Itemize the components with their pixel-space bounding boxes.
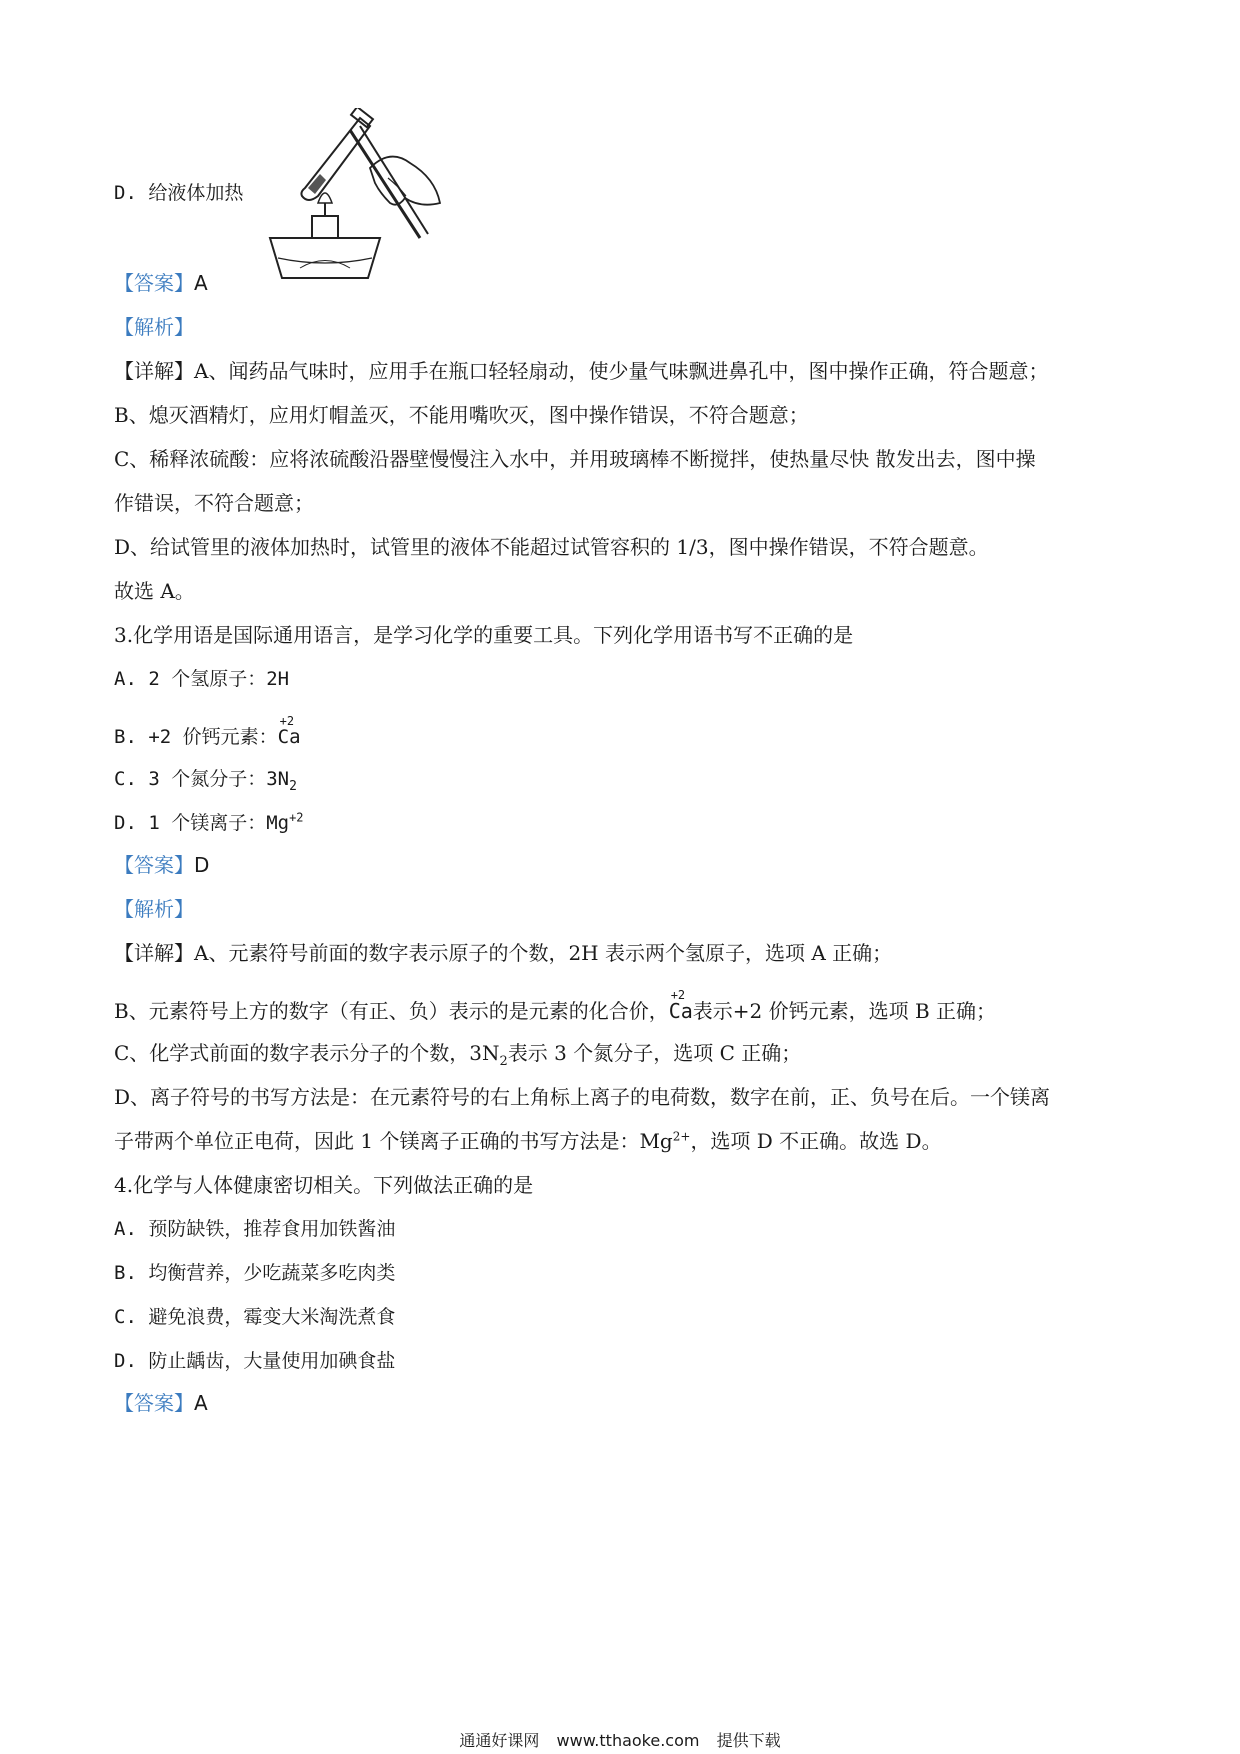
q4-option-b: B. 均衡营养，少吃蔬菜多吃肉类 xyxy=(114,1262,396,1284)
q4-option-c: C. 避免浪费，霉变大米淘洗煮食 xyxy=(114,1306,396,1328)
page-footer xyxy=(0,1728,1240,1751)
q3-detail-b: B、元素符号上方的数字（有正、负）表示的是元素的化合价， +2 Ca表示+2 价钙元素，选项 B 正确； xyxy=(114,988,997,1023)
q4-stem: 4.化学与人体健康密切相关。下列做法正确的是 xyxy=(114,1173,534,1197)
q2-detail-c2: 作错误，不符合题意； xyxy=(114,491,314,515)
q3-detail-c: C、化学式前面的数字表示分子的个数，$3N_2$表示 3 个氮分子，选项 C 正确； xyxy=(114,1041,802,1069)
q2-answer: 【答案】A xyxy=(114,271,208,295)
q4-option-d: D. 防止龋齿，大量使用加碘食盐 xyxy=(114,1350,396,1372)
q2-analysis-label: 【解析】 xyxy=(114,315,194,339)
q2-detail-b: B、熄灭酒精灯，应用灯帽盖灭，不能用嘴吹灭，图中操作错误，不符合题意； xyxy=(114,403,809,427)
q3-stem: 3.化学用语是国际通用语言，是学习化学的重要工具。下列化学用语书写不正确的是 xyxy=(114,623,854,647)
q2-option-d: D. 给液体加热 xyxy=(114,182,244,204)
valence-ca-inline: +2 Ca xyxy=(668,988,693,1023)
q3-detail-d1: D、离子符号的书写方法是：在元素符号的右上角标上离子的电荷数，数字在前，正、负号在后。一个镁离 xyxy=(114,1085,1051,1109)
q4-answer: 【答案】A xyxy=(114,1391,208,1415)
q3-option-a: A. 2 个氢原子：2H xyxy=(114,668,290,690)
q3-detail-a: 【详解】A、元素符号前面的数字表示原子的个数，2H 表示两个氢原子，选项 A 正确； xyxy=(114,941,893,965)
heating-test-tube-figure xyxy=(260,108,460,288)
footer-tagline: 提供下载 xyxy=(716,1731,781,1750)
q2-conclusion: 故选 A。 xyxy=(114,579,195,603)
footer-site-name: 通通好课网 xyxy=(459,1731,540,1750)
q3-detail-d2: 子带两个单位正电荷，因此 1 个镁离子正确的书写方法是：$Mg^{2+}$，选项 D 不正确。故选 D。 xyxy=(114,1129,942,1153)
q3-option-b: B. +2 价钙元素： +2 Ca xyxy=(114,714,301,748)
q3-answer: 【答案】D xyxy=(114,853,210,877)
q3-analysis-label: 【解析】 xyxy=(114,897,194,921)
footer-url[interactable]: www.tthaoke.com xyxy=(556,1731,700,1750)
q2-detail-c1: C、稀释浓硫酸：应将浓硫酸沿器壁慢慢注入水中，并用玻璃棒不断搅拌，使热量尽快 散发出去，图中操 xyxy=(114,447,1036,471)
q2-detail-d: D、给试管里的液体加热时，试管里的液体不能超过试管容积的 1/3，图中操作错误，不符合题意。 xyxy=(114,535,989,559)
q3-option-d: D. 1 个镁离子：$Mg^{+2}$ xyxy=(114,810,304,834)
q4-option-a: A. 预防缺铁，推荐食用加铁酱油 xyxy=(114,1218,396,1240)
q3-option-c: C. 3 个氮分子：$3N_2$ xyxy=(114,768,297,794)
valence-ca: +2 Ca xyxy=(277,714,301,748)
q2-detail-a: 【详解】A、闻药品气味时，应用手在瓶口轻轻扇动，使少量气味飘进鼻孔中，图中操作正确，符合题意； xyxy=(114,359,1049,383)
